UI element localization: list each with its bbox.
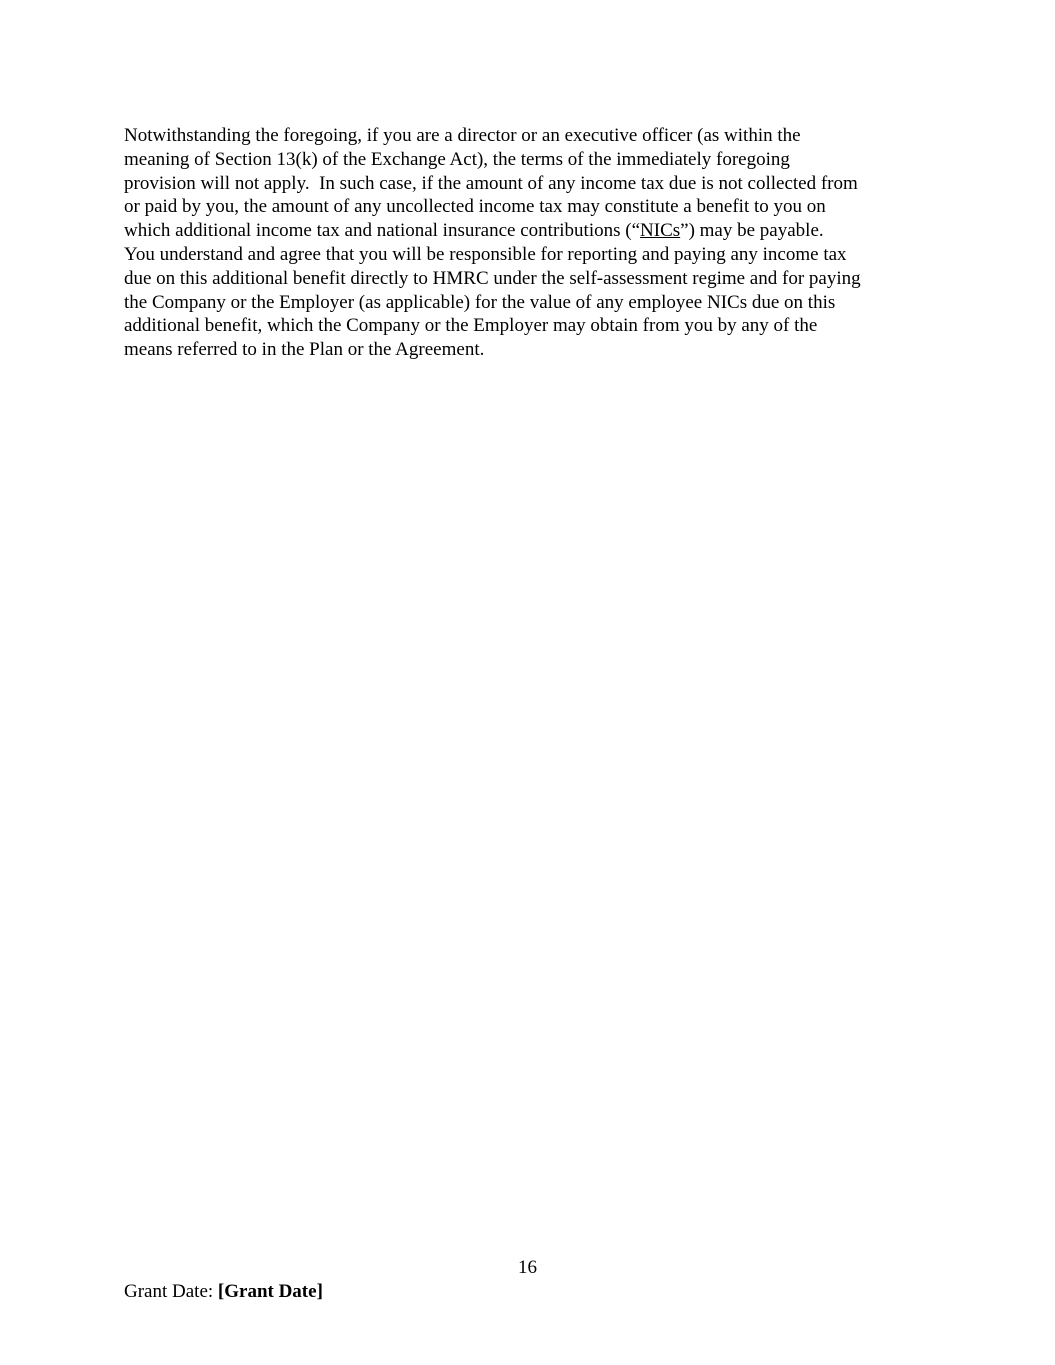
defined-term-nics: NICs [640,220,681,242]
paragraph-line: due on this additional benefit directly to HMRC under the self-assessment regime and for paying [124,267,861,289]
paragraph-line: meaning of Section 13(k) of the Exchange Act), the terms of the immediately foregoing [124,148,790,170]
paragraph-line: means referred to in the Plan or the Agreement. [124,339,485,361]
page-number: 16 [518,1257,537,1278]
grant-date-value: [Grant Date] [217,1281,323,1302]
paragraph-line: or paid by you, the amount of any uncollected income tax may constitute a benefit to you on [124,196,826,218]
line-text-after: ”) may be payable. [680,220,824,242]
paragraph-line: provision will not apply. In such case, if the amount of any income tax due is not collected from [124,172,858,194]
paragraph-line-with-defined-term [124,219,944,243]
grant-date-footer [124,1280,323,1304]
paragraph-line: You understand and agree that you will be responsible for reporting and paying any income tax [124,243,847,265]
paragraph-line: Notwithstanding the foregoing, if you are a director or an executive officer (as within the [124,125,801,146]
line-text-before: which additional income tax and national insurance contributions (“ [124,220,641,242]
paragraph-line: the Company or the Employer (as applicable) for the value of any employee NICs due on this [124,291,836,313]
paragraph-line: additional benefit, which the Company or the Employer may obtain from you by any of the [124,315,818,337]
body-paragraph [124,124,944,362]
grant-date-label: Grant Date: [124,1281,218,1302]
